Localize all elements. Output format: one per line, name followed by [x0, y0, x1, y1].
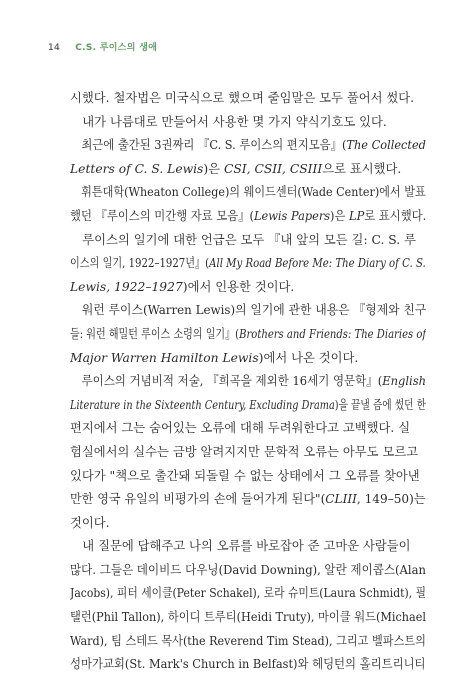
text-segment: )은	[203, 161, 224, 176]
text-segment: Jacobs), 피터 세이클(Peter Schakel), 로라 슈미트(Laura Schmidt), 필	[70, 586, 426, 601]
text-line	[70, 370, 426, 394]
page-number: 14	[48, 43, 61, 53]
text-line	[70, 653, 426, 677]
text-line	[70, 582, 426, 606]
running-head	[48, 40, 157, 53]
italic-text: CSI, CSII, CSIII	[223, 161, 323, 176]
italic-text: LP	[349, 208, 365, 223]
running-title: C.S. 루이스의 생애	[75, 43, 158, 53]
italic-text: English	[382, 374, 427, 389]
text-segment: 것이다.	[70, 515, 110, 530]
text-segment: )을 끝낼 즘에 썼던 한	[334, 397, 426, 412]
text-segment: Ward), 팀 스테드 목사(the Reverend Tim Stead), 그리고 벨파스트의	[70, 633, 426, 648]
text-segment: 성마가교회(St. Mark's Church in Belfast)와 헤딩턴의 홀리트리니티	[70, 657, 426, 672]
text-segment: 했던 『루이스의 미간행 자료 모음』(	[70, 208, 254, 223]
text-line	[70, 465, 426, 489]
text-line	[70, 181, 426, 205]
text-line	[70, 158, 426, 182]
text-segment: 루이스의 일기에 대한 언급은 모두 『내 앞의 모든 길: C. S. 루	[70, 232, 416, 247]
text-segment: 내가 나름대로 만들어서 사용한 몇 가지 약식기호도 있다.	[70, 114, 387, 129]
italic-text: The Collected	[346, 138, 426, 153]
text-line	[70, 559, 426, 583]
text-segment: 험실에서의 실수는 금방 알려지지만 문학적 오류는 아무도 모르고	[70, 444, 419, 459]
text-segment: 많다. 그들은 데이비드 다우닝(David Downing), 알란 제이콥스(Alan	[70, 562, 426, 577]
text-segment: )에서 인용한 것이다.	[182, 279, 295, 294]
text-line	[70, 111, 426, 135]
text-segment: 이스의 일기, 1922–1927년』(	[70, 256, 210, 271]
text-line	[70, 229, 426, 253]
italic-text: CLIII	[325, 492, 357, 507]
text-segment: 내 질문에 답해주고 나의 오류를 바로잡아 준 고마운 사람들이	[70, 539, 411, 554]
text-line	[70, 87, 426, 111]
text-line	[70, 299, 426, 323]
text-line	[70, 134, 426, 158]
text-line	[70, 606, 426, 630]
text-segment: , 149–50)는	[356, 492, 426, 507]
italic-text: Literature in the Sixteenth Century, Excluding Drama	[70, 397, 335, 412]
italic-text: Lewis, 1922–1927	[70, 279, 183, 294]
italic-text: Lewis Papers	[253, 208, 331, 223]
text-segment: 워런 루이스(Warren Lewis)의 일기에 관한 내용은 『형제와 친구	[70, 303, 427, 318]
text-line	[70, 630, 426, 654]
text-segment: 으로 표시했다.	[322, 161, 402, 176]
text-segment: )에서 나온 것이다.	[258, 350, 359, 365]
text-segment: )은	[330, 208, 350, 223]
italic-text: Major Warren Hamilton Lewis	[70, 350, 259, 365]
text-segment: 최근에 출간된 3권짜리 『C. S. 루이스의 편지모음』(	[70, 138, 347, 153]
text-line	[70, 488, 426, 512]
text-line	[70, 347, 426, 371]
text-line	[70, 252, 426, 276]
text-line	[70, 323, 426, 347]
text-line	[70, 276, 426, 300]
text-line	[70, 205, 426, 229]
text-line	[70, 535, 426, 559]
text-segment: 시했다. 철자법은 미국식으로 했으며 줄임말은 모두 풀어서 썼다.	[70, 91, 415, 105]
text-segment: 편지에서 그는 숨어있는 오류에 대해 두려워한다고 고백했다. 실	[70, 421, 411, 436]
text-segment: 휘튼대학(Wheaton College)의 웨이드센터(Wade Center)에서 발표	[70, 185, 426, 200]
italic-text: Brothers and Friends: The Diaries of	[239, 326, 426, 341]
text-segment: 만한 영국 유일의 비평가의 손에 들어가게 된다"(	[70, 492, 326, 507]
text-line	[70, 417, 426, 441]
text-segment: 루이스의 거념비적 저술, 『희곡을 제외한 16세기 영문학』(	[70, 374, 383, 389]
text-segment: 있다가 "책으로 출간돼 되돌릴 수 없는 상태에서 그 오류를 찾아낸	[70, 468, 420, 483]
italic-text: All My Road Before Me: The Diary of C. S.	[209, 256, 426, 271]
italic-text: Letters of C. S. Lewis	[70, 161, 204, 176]
text-line	[70, 512, 426, 536]
text-segment: 로 표시했다.	[364, 208, 427, 223]
text-line	[70, 394, 426, 418]
text-line	[70, 441, 426, 465]
text-segment: 들: 워런 해밀턴 루이스 소령의 일기』(	[70, 326, 240, 341]
text-segment: 탤런(Phil Tallon), 하이디 트루티(Heidi Truty), 마이클 워드(Michael	[70, 610, 427, 625]
body-text	[70, 87, 426, 677]
